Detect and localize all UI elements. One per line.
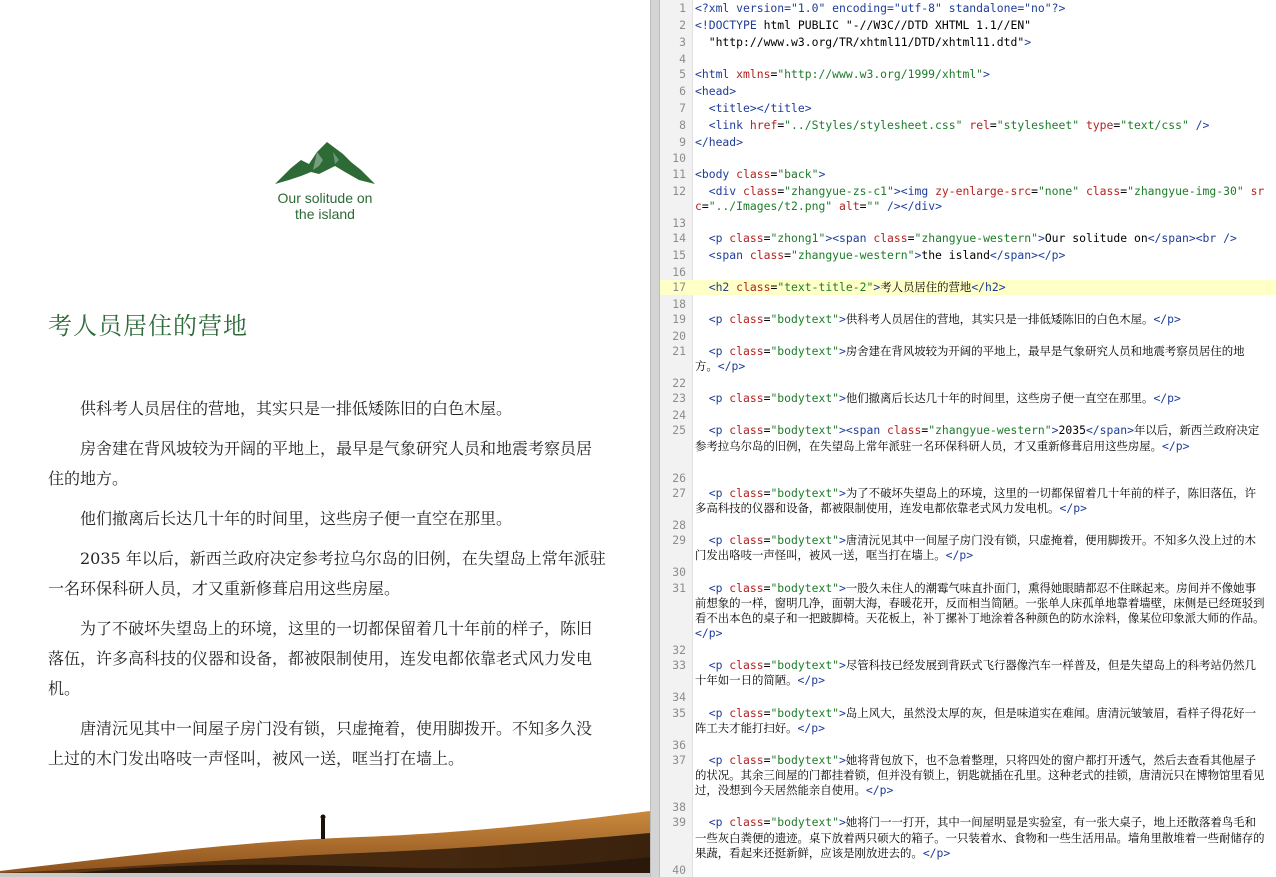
code-line[interactable] bbox=[660, 533, 1276, 563]
line-number: 18 bbox=[672, 296, 686, 311]
line-number: 3 bbox=[679, 34, 686, 49]
line-number: 23 bbox=[672, 391, 686, 406]
code-line[interactable] bbox=[660, 84, 1276, 99]
code-line[interactable] bbox=[660, 1, 1276, 16]
line-number: 10 bbox=[672, 151, 686, 166]
code-line[interactable] bbox=[660, 67, 1276, 82]
code-line[interactable] bbox=[660, 151, 1276, 166]
line-number: 21 bbox=[672, 344, 686, 358]
code-line[interactable] bbox=[660, 518, 1276, 533]
code-line[interactable] bbox=[660, 581, 1276, 642]
paragraph: 唐清沅见其中一间屋子房门没有锁，只虚掩着，使用脚拨开。不知多久没上过的木门发出咯吱一声怪叫，被风一送，哐当打在墙上。 bbox=[48, 719, 593, 768]
line-number: 2 bbox=[679, 17, 686, 32]
code-line[interactable] bbox=[660, 231, 1276, 246]
line-number: 29 bbox=[672, 533, 686, 548]
line-number: 31 bbox=[672, 580, 686, 595]
code-line[interactable] bbox=[660, 753, 1276, 799]
code-line[interactable] bbox=[660, 312, 1276, 327]
code-line[interactable] bbox=[660, 265, 1276, 280]
code-line[interactable] bbox=[660, 248, 1276, 263]
code-line[interactable] bbox=[660, 408, 1276, 423]
code-text[interactable]: </head> bbox=[695, 134, 744, 149]
code-text[interactable]: <link href="../Styles/stylesheet.css" rel="stylesheet" type="text/css" /> bbox=[708, 117, 1210, 132]
line-number: 39 bbox=[672, 815, 686, 830]
code-line[interactable] bbox=[660, 184, 1276, 214]
code-text[interactable]: <span class="zhangyue-western">the island</span></p> bbox=[708, 247, 1066, 262]
line-number: 33 bbox=[672, 658, 686, 673]
code-line[interactable] bbox=[660, 391, 1276, 406]
line-number: 11 bbox=[672, 166, 686, 181]
code-line[interactable] bbox=[660, 101, 1276, 116]
line-number: 30 bbox=[672, 565, 686, 580]
code-line[interactable] bbox=[660, 297, 1276, 312]
line-number: 14 bbox=[672, 230, 686, 245]
code-line[interactable] bbox=[660, 706, 1276, 736]
code-line[interactable] bbox=[660, 738, 1276, 753]
line-number: 32 bbox=[672, 643, 686, 657]
code-line[interactable] bbox=[660, 280, 1276, 295]
logo-line-1: Our solitude on bbox=[277, 190, 373, 206]
code-text[interactable]: <p class="bodytext">她将背包放下，也不急着整理，只将四处的窗户都打开透气，然后去查看其他屋子的状况。其余三间屋的门都挂着锁，但并没有锁上，钥匙就插在孔里。这种老式的挂锁，唐清沅只在博物馆里看见过，没想到今天居然能亲自使用。</p> bbox=[695, 752, 1265, 798]
code-text[interactable]: <p class="bodytext">唐清沅见其中一间屋子房门没有锁，只虚掩着，便用脚拨开。不知多久没上过的木门发出咯吱一声怪叫，被风一送，哐当打在墙上。</p> bbox=[695, 533, 1256, 563]
code-text[interactable]: <h2 class="text-title-2">考人员居住的营地</h2> bbox=[708, 279, 1006, 294]
code-text[interactable]: <head> bbox=[695, 83, 737, 98]
paragraph: 房舍建在背风坡较为开阔的平地上，最早是气象研究人员和地震考察员居住的地方。 bbox=[48, 439, 593, 488]
paragraph: 2035 年以后，新西兰政府决定参考拉乌尔岛的旧例，在失望岛上常年派驻一名环保科研人员，才又重新修葺启用这些房屋。 bbox=[48, 549, 606, 598]
code-line[interactable] bbox=[660, 167, 1276, 182]
line-number: 20 bbox=[672, 328, 686, 343]
line-number: 27 bbox=[672, 485, 686, 500]
code-text[interactable]: <title></title> bbox=[708, 100, 812, 115]
mountain-icon bbox=[273, 140, 377, 186]
code-text[interactable]: <p class="bodytext">她将门一一打开，其中一间屋明显是实验室，有一张大桌子，地上还散落着鸟毛和一些灰白粪便的遗迹。桌下放着两只硕大的箱子。一只装着水、食物和一些生活用品。墙角里散堆着一些耐储存的果蔬，看起来还挺新鲜，应该是刚放进去的。</p> bbox=[695, 815, 1265, 860]
code-text[interactable]: <p class="bodytext">一股久未住人的潮霉气味直扑面门，熏得她眼睛都忍不住眯起来。房间并不像她事前想象的一样，窗明几净，面朝大海，春暖花开，反而相当简陋。一张单人床孤单地靠着墙壁，床侧是已经斑驳到看不出本色的桌子和一把跛脚椅。天花板上，补丁摞补丁地涂着各种颜色的防水涂料，像某位印象派大师的作品。</p> bbox=[695, 580, 1265, 641]
code-line[interactable] bbox=[660, 18, 1276, 33]
code-line[interactable] bbox=[660, 216, 1276, 231]
line-number: 6 bbox=[679, 83, 686, 98]
code-text[interactable]: <p class="bodytext">岛上风大，虽然没太厚的灰，但是味道实在难闻。唐清沅皱皱眉，看样子得花好一阵工夫才能打扫好。</p> bbox=[695, 705, 1256, 735]
code-line[interactable] bbox=[660, 52, 1276, 67]
line-number: 1 bbox=[679, 1, 686, 15]
paragraph: 供科考人员居住的营地，其实只是一排低矮陈旧的白色木屋。 bbox=[80, 399, 513, 418]
code-line[interactable] bbox=[660, 344, 1276, 374]
code-text[interactable]: <html xmlns="http://www.w3.org/1999/xhtml"> bbox=[695, 66, 990, 81]
line-number: 19 bbox=[672, 311, 686, 326]
line-number: 25 bbox=[672, 423, 686, 438]
line-number: 26 bbox=[672, 470, 686, 485]
line-number: 9 bbox=[679, 134, 686, 149]
body-text bbox=[48, 394, 606, 784]
line-number: 36 bbox=[672, 737, 686, 752]
line-number: 35 bbox=[672, 705, 686, 720]
code-line[interactable] bbox=[660, 376, 1276, 391]
code-text[interactable]: <body class="back"> bbox=[695, 166, 826, 181]
line-number: 8 bbox=[679, 117, 686, 132]
code-line[interactable] bbox=[660, 565, 1276, 580]
code-text[interactable]: <p class="bodytext">供科考人员居住的营地，其实只是一排低矮陈旧的白色木屋。</p> bbox=[708, 311, 1181, 326]
code-text[interactable]: <?xml version="1.0" encoding="utf-8" standalone="no"?> bbox=[695, 1, 1066, 15]
line-number: 4 bbox=[679, 51, 686, 66]
chapter-title: 考人员居住的营地 bbox=[48, 312, 248, 340]
line-number: 22 bbox=[672, 376, 686, 391]
code-line[interactable] bbox=[660, 135, 1276, 150]
chapter-logo bbox=[250, 140, 400, 222]
code-line[interactable] bbox=[660, 863, 1276, 877]
code-text[interactable]: <p class="bodytext"><span class="zhangyue-western">2035</span>年以后，新西兰政府决定参考拉乌尔岛的旧例，在失望岛上常年派驻一名环保科研人员，才又重新修葺启用这些房屋。</p> bbox=[695, 423, 1260, 453]
code-editor-pane[interactable] bbox=[660, 0, 1276, 877]
line-number: 13 bbox=[672, 215, 686, 230]
code-line[interactable] bbox=[660, 118, 1276, 133]
line-number: 12 bbox=[672, 183, 686, 198]
line-number: 17 bbox=[672, 279, 686, 294]
line-number: 15 bbox=[672, 247, 686, 262]
code-line[interactable] bbox=[660, 329, 1276, 344]
code-text[interactable]: <p class="bodytext">为了不破坏失望岛上的环境，这里的一切都保留着几十年前的样子，陈旧落伍，许多高科技的仪器和设备，都被限制使用，连发电都依靠老式风力发电机。</p> bbox=[695, 485, 1256, 516]
code-line[interactable] bbox=[660, 690, 1276, 705]
code-line[interactable] bbox=[660, 815, 1276, 861]
preview-horizontal-scrollbar[interactable] bbox=[0, 873, 650, 877]
line-number: 16 bbox=[672, 264, 686, 279]
code-line[interactable] bbox=[660, 643, 1276, 658]
logo-line-2: the island bbox=[295, 206, 355, 222]
line-number: 37 bbox=[672, 752, 686, 767]
line-number: 7 bbox=[679, 100, 686, 115]
line-number: 24 bbox=[672, 408, 686, 423]
code-text[interactable]: "http://www.w3.org/TR/xhtml11/DTD/xhtml11.dtd"> bbox=[695, 34, 1032, 49]
pane-splitter[interactable] bbox=[650, 0, 660, 877]
line-number: 34 bbox=[672, 690, 686, 705]
line-number: 38 bbox=[672, 800, 686, 815]
paragraph: 为了不破坏失望岛上的环境，这里的一切都保留着几十年前的样子，陈旧落伍，许多高科技的仪器和设备，都被限制使用，连发电都依靠老式风力发电机。 bbox=[48, 619, 593, 698]
code-text[interactable]: <!DOCTYPE html PUBLIC "-//W3C//DTD XHTML 1.1//EN" bbox=[695, 17, 1032, 32]
code-line[interactable] bbox=[660, 486, 1276, 516]
code-line[interactable] bbox=[660, 35, 1276, 50]
code-line[interactable] bbox=[660, 471, 1276, 486]
code-line[interactable] bbox=[660, 423, 1276, 469]
code-text[interactable]: <p class="bodytext">房舍建在背风坡较为开阔的平地上，最早是气象研究人员和地震考察员居住的地方。</p> bbox=[695, 344, 1245, 374]
paragraph: 他们撤离后长达几十年的时间里，这些房子便一直空在那里。 bbox=[80, 509, 513, 528]
code-line[interactable] bbox=[660, 658, 1276, 688]
code-text[interactable]: <p class="bodytext">他们撤离后长达几十年的时间里，这些房子便一直空在那里。</p> bbox=[708, 391, 1181, 406]
line-number: 40 bbox=[672, 862, 686, 877]
code-text[interactable]: <div class="zhangyue-zs-c1"><img zy-enlarge-src="none" class="zhangyue-img-30" src="../Images/t2.png" alt="" /></div> bbox=[695, 183, 1265, 213]
code-text[interactable]: <p class="zhong1"><span class="zhangyue-western">Our solitude on</span><br /> bbox=[708, 230, 1237, 245]
line-number: 28 bbox=[672, 518, 686, 532]
line-number: 5 bbox=[679, 66, 686, 81]
code-line[interactable] bbox=[660, 800, 1276, 815]
code-text[interactable]: <p class="bodytext">尽管科技已经发展到背跃式飞行器像汽车一样普及，但是失望岛上的科考站仍然几十年如一日的简陋。</p> bbox=[695, 658, 1256, 688]
desert-footer-image bbox=[0, 807, 650, 877]
